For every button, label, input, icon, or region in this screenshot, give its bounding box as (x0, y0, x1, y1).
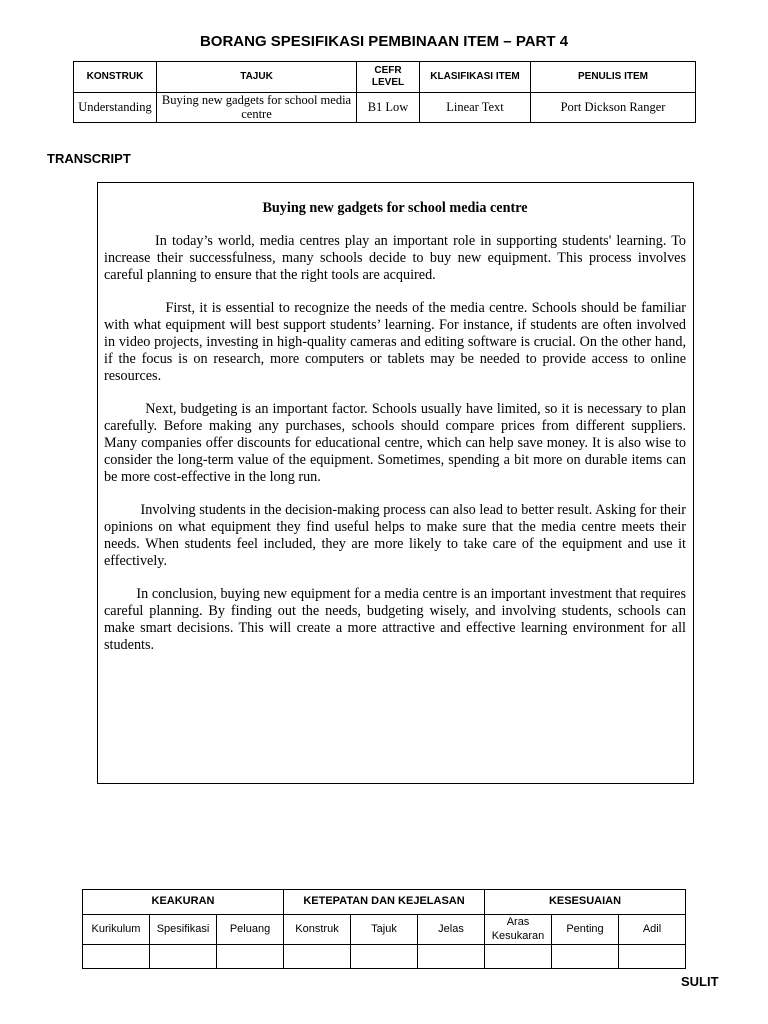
passage-paragraph-2: First, it is essential to recognize the needs of the media centre. Schools should be familiar with what equipment will best support students’ learning. For instance, if students are often involved in video projects, investing in high-quality cameras and editing software is crucial. On the other hand, if the focus is on research, more computers or tablets may be needed to provide access to online resources. (104, 300, 686, 384)
criterion-adil: Adil (619, 915, 686, 945)
score-cell-spesifikasi[interactable] (150, 945, 217, 969)
item-specification-table (73, 61, 696, 123)
header-klasifikasi-item: KLASIFIKASI ITEM (420, 62, 531, 93)
transcript-label: TRANSCRIPT (47, 151, 131, 166)
evaluation-table (82, 889, 686, 969)
passage-title: Buying new gadgets for school media centre (262, 200, 528, 216)
spec-header-row (74, 62, 696, 93)
value-penulis-item: Port Dickson Ranger (531, 92, 696, 123)
criterion-peluang: Peluang (217, 915, 284, 945)
transcript-box (97, 182, 694, 784)
criterion-aras-kesukaran: Aras Kesukaran (485, 915, 552, 945)
score-cell-kurikulum[interactable] (83, 945, 150, 969)
score-cell-adil[interactable] (619, 945, 686, 969)
passage-paragraph-5: In conclusion, buying new equipment for a media centre is an important investment that requires careful planning. By finding out the needs, budgeting wisely, and involving students, schools can make smart decisions. This will create a more attractive and effective learning environment for all students. (104, 586, 686, 654)
form-title: BORANG SPESIFIKASI PEMBINAAN ITEM – PART 4 (199, 33, 569, 50)
classification-footer: SULIT (681, 974, 719, 989)
passage-paragraph-1: In today’s world, media centres play an important role in supporting students' learning. To increase their successfulness, many schools decide to buy new equipment. This process involves careful planning to ensure that the right tools are acquired. (104, 232, 686, 283)
eval-score-row (83, 945, 686, 969)
score-cell-jelas[interactable] (418, 945, 485, 969)
passage-paragraph-4: Involving students in the decision-making process can also lead to better result. Asking for their opinions on what equipment they find useful helps to make sure that the media centre meets their needs. When students feel included, they are more likely to take care of the equipment and use it effectively. (104, 502, 686, 569)
score-cell-peluang[interactable] (217, 945, 284, 969)
group-keakuran: KEAKURAN (83, 890, 284, 915)
passage-paragraph-3: Next, budgeting is an important factor. Schools usually have limited, so it is necessary to plan carefully. Before making any purchases, schools should compare prices from different suppliers. Many companies offer discounts for educational centre, which can help save money. It is also wise to consider the long-term value of the equipment. Sometimes, spending a bit more on durable items can be more cost-effective in the long run. (104, 401, 686, 485)
header-penulis-item: PENULIS ITEM (531, 62, 696, 93)
score-cell-penting[interactable] (552, 945, 619, 969)
eval-criteria-row (83, 915, 686, 945)
header-tajuk: TAJUK (157, 62, 357, 93)
criterion-kurikulum: Kurikulum (83, 915, 150, 945)
spec-value-row (74, 92, 696, 123)
value-konstruk: Understanding (74, 92, 157, 123)
header-cefr-level-text: CEFR LEVEL (371, 65, 405, 88)
value-tajuk: Buying new gadgets for school media centre (157, 92, 357, 123)
criterion-jelas: Jelas (418, 915, 485, 945)
score-cell-konstruk[interactable] (284, 945, 351, 969)
criterion-spesifikasi: Spesifikasi (150, 915, 217, 945)
value-klasifikasi-item: Linear Text (420, 92, 531, 123)
criterion-konstruk: Konstruk (284, 915, 351, 945)
score-cell-tajuk[interactable] (351, 945, 418, 969)
value-cefr-level: B1 Low (357, 92, 420, 123)
group-kesesuaian: KESESUAIAN (485, 890, 686, 915)
header-konstruk: KONSTRUK (74, 62, 157, 93)
criterion-tajuk: Tajuk (351, 915, 418, 945)
criterion-penting: Penting (552, 915, 619, 945)
eval-group-row (83, 890, 686, 915)
group-ketepatan-dan-kejelasan: KETEPATAN DAN KEJELASAN (284, 890, 485, 915)
header-cefr-level (357, 62, 420, 93)
score-cell-aras-kesukaran[interactable] (485, 945, 552, 969)
